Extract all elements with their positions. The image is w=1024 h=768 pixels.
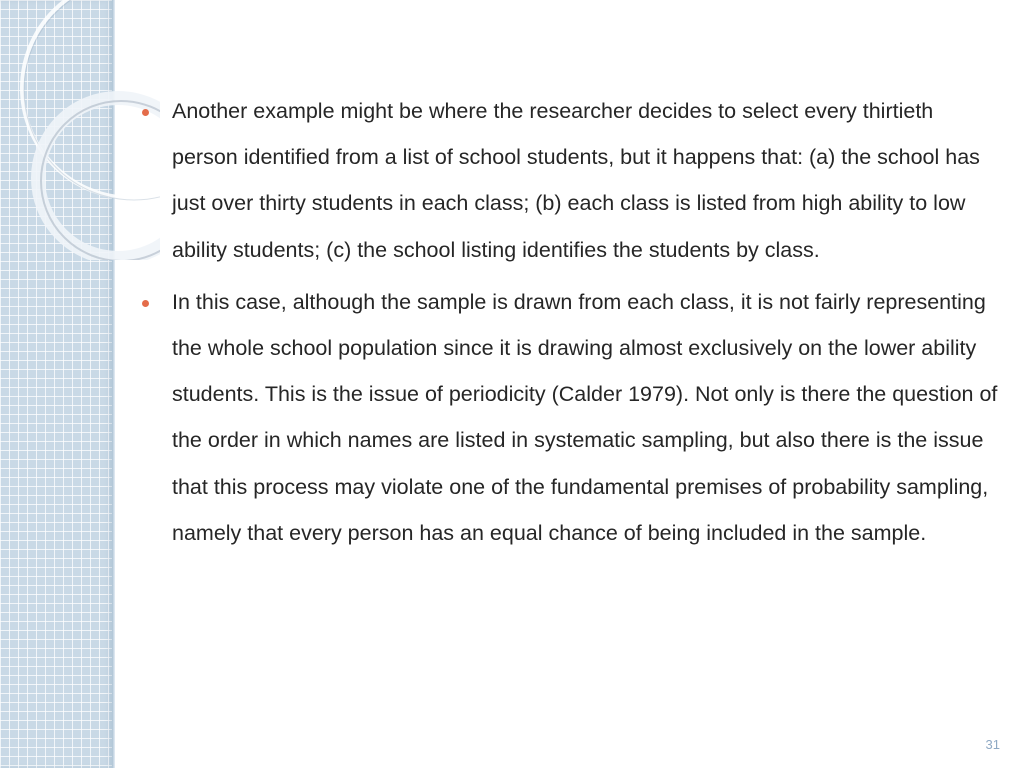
bullet-item (142, 279, 998, 556)
bullet-list (142, 88, 998, 562)
bullet-text: Another example might be where the researcher decides to select every thirtieth person identified from a list of school students, but it happens that: (a) the school has just over thirty students in each class; (b) each class is listed from high ability to low ability students; (c) the school listing identifies the students by class. (172, 99, 980, 262)
bullet-text: In this case, although the sample is drawn from each class, it is not fairly representing the whole school population since it is drawing almost exclusively on the lower ability students. This is the issue of periodicity (Calder 1979). Not only is there the question of the order in which names are listed in systematic sampling, but also there is the issue that this process may violate one of the fundamental premises of probability sampling, namely that every person has an equal chance of being included in the sample. (172, 289, 998, 545)
bullet-dot-icon (142, 300, 149, 307)
decorative-rings-graphic (0, 0, 160, 260)
bullet-item (142, 88, 998, 273)
bullet-dot-icon (142, 109, 149, 116)
page-number: 31 (985, 737, 1000, 752)
